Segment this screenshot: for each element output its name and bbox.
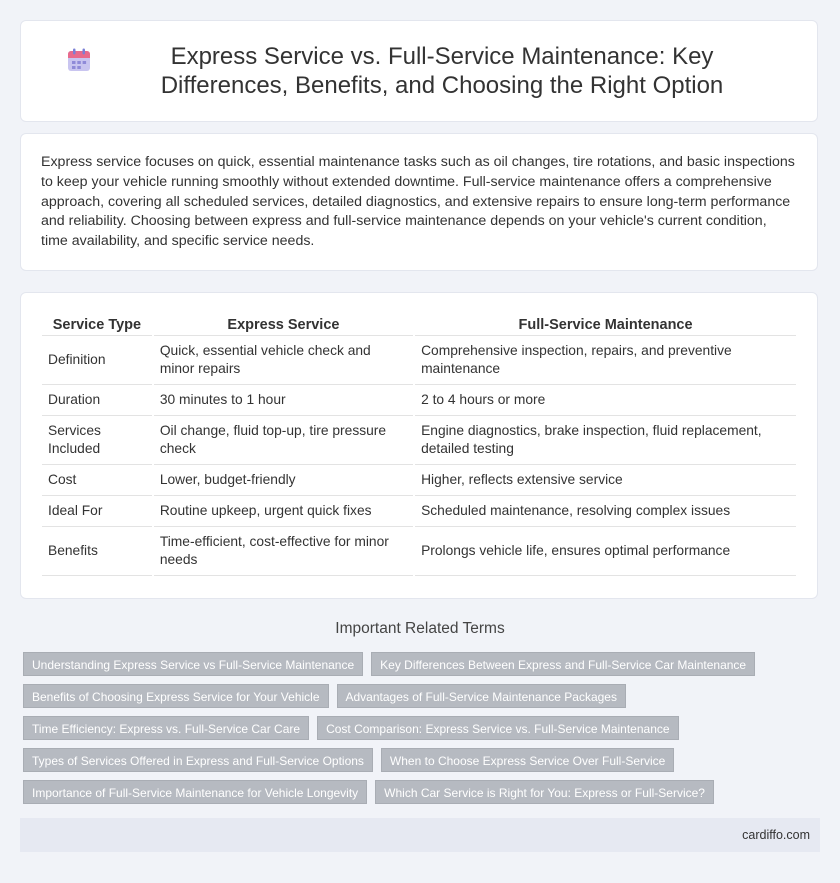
express-cell: Lower, budget-friendly <box>154 465 413 496</box>
tag-row <box>23 780 823 804</box>
title-wrap <box>66 42 772 100</box>
column-header-service-type: Service Type <box>42 311 152 336</box>
footer-site-link[interactable]: cardiffo.com <box>742 828 810 842</box>
express-cell: Routine upkeep, urgent quick fixes <box>154 496 413 527</box>
row-label: Duration <box>42 385 152 416</box>
full-service-cell: Comprehensive inspection, repairs, and preventive maintenance <box>415 336 796 385</box>
express-cell: Quick, essential vehicle check and minor repairs <box>154 336 413 385</box>
related-terms-heading: Important Related Terms <box>335 620 505 637</box>
page-title: Express Service vs. Full-Service Maintenance: Key Differences, Benefits, and Choosing the Right Option <box>160 43 724 99</box>
related-terms-list <box>23 652 823 812</box>
row-label: Ideal For <box>42 496 152 527</box>
full-service-cell: 2 to 4 hours or more <box>415 385 796 416</box>
full-service-cell: Engine diagnostics, brake inspection, fluid replacement, detailed testing <box>415 416 796 465</box>
row-label: Cost <box>42 465 152 496</box>
table-row <box>42 385 796 416</box>
row-label: Services Included <box>42 416 152 465</box>
tag-row <box>23 748 823 772</box>
table-row <box>42 496 796 527</box>
related-term-link[interactable]: Benefits of Choosing Express Service for Your Vehicle <box>23 684 329 708</box>
full-service-cell: Higher, reflects extensive service <box>415 465 796 496</box>
comparison-table <box>40 311 798 576</box>
related-term-link[interactable]: When to Choose Express Service Over Full-Service <box>381 748 674 772</box>
related-term-link[interactable]: Types of Services Offered in Express and Full-Service Options <box>23 748 373 772</box>
related-term-link[interactable]: Understanding Express Service vs Full-Service Maintenance <box>23 652 363 676</box>
tag-row <box>23 652 823 676</box>
related-term-link[interactable]: Advantages of Full-Service Maintenance Packages <box>337 684 626 708</box>
table-row <box>42 416 796 465</box>
footer <box>20 818 820 852</box>
related-term-link[interactable]: Time Efficiency: Express vs. Full-Service Car Care <box>23 716 309 740</box>
related-term-link[interactable]: Importance of Full-Service Maintenance for Vehicle Longevity <box>23 780 367 804</box>
table-row <box>42 336 796 385</box>
table-row <box>42 527 796 576</box>
related-term-link[interactable]: Which Car Service is Right for You: Express or Full-Service? <box>375 780 714 804</box>
row-label: Definition <box>42 336 152 385</box>
express-cell: 30 minutes to 1 hour <box>154 385 413 416</box>
comparison-card <box>20 292 818 599</box>
tag-row <box>23 684 823 708</box>
title-card <box>20 20 818 122</box>
express-cell: Oil change, fluid top-up, tire pressure check <box>154 416 413 465</box>
full-service-cell: Prolongs vehicle life, ensures optimal performance <box>415 527 796 576</box>
column-header-express: Express Service <box>154 311 413 336</box>
table-row <box>42 465 796 496</box>
intro-paragraph: Express service focuses on quick, essential maintenance tasks such as oil changes, tire rotations, and basic inspections to keep your vehicle running smoothly without extended downtime. Full-service maintenance offers a comprehensive approach, covering all scheduled services, detailed diagnostics, and extensive repairs to ensure long-term performance and reliability. Choosing between express and full-service maintenance depends on your vehicle's current condition, time availability, and specific service needs. <box>41 154 795 250</box>
express-cell: Time-efficient, cost-effective for minor needs <box>154 527 413 576</box>
full-service-cell: Scheduled maintenance, resolving complex issues <box>415 496 796 527</box>
related-term-link[interactable]: Key Differences Between Express and Full-Service Car Maintenance <box>371 652 755 676</box>
calendar-icon <box>66 47 92 73</box>
row-label: Benefits <box>42 527 152 576</box>
related-term-link[interactable]: Cost Comparison: Express Service vs. Full-Service Maintenance <box>317 716 678 740</box>
tag-row <box>23 716 823 740</box>
column-header-full-service: Full-Service Maintenance <box>415 311 796 336</box>
table-header-row <box>42 311 796 336</box>
intro-card <box>20 133 818 271</box>
